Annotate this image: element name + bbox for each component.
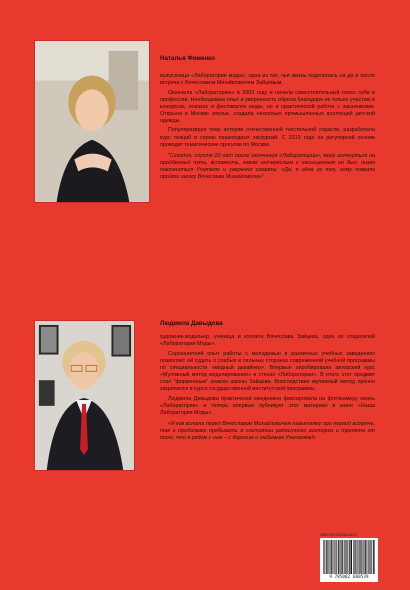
bio-paragraph: Сорокалетний опыт работы с молодежью в различных учебных заведениях позволяет ей судить о слабых и сильных сторонах современной учебной программы по специальности «модный дизайнер». Впервые апробировала авторский курс «Муляжный метод моделирования» в стенах «Лаборатории». В итоге этот предмет стал "фирменным" знаком школы Зайцева. Впоследствии муляжный метод прочно закрепился в курсе государственной институтской программы. xyxy=(160,350,375,393)
person-name-natalya: Наталья Фоменко xyxy=(160,55,215,62)
barcode-digits: 9 785002 600539 xyxy=(329,574,369,579)
isbn-label: ISBN 978-5-00260-053-9 xyxy=(320,533,357,537)
bio-paragraph: выпускница «Лаборатории моды», одна из тех, чья жизнь поделилась на до и после встречи с Вячеславом Михайловичем Зайцевым. xyxy=(160,73,375,87)
bio-quote: «Я как встала перед Вячеславом Михайловичем навытяжку при первой встрече, так и продолжаю пребывать в состоянии радостного восторга и трепета от того, что я рядом с ним – с дорогим и любимым Учителем!» xyxy=(160,420,375,441)
bio-natalya xyxy=(160,73,375,183)
bio-paragraph: Окончила «Лабораторию» в 2003 году и начала самостоятельный поиск себя в профессии. Необходимые опыт и уверенность обрела благодаря не только участию в конкурсах, показах и фестивалях моды, но и практической работе с заказчиками. Открыла в Москве ателье, создала несколько промышленных коллекций детской одежды. xyxy=(160,89,375,124)
barcode-bars xyxy=(323,540,375,574)
bio-quote: "Сегодня, спустя 20 лет после окончания «Лаборатории», могу оглянуться на пройденный путь, вспомнить, каким интересным и насыщенным он был, низко поклониться Учителю и уверенно сказать: «Да, я одна из тех, кому повезло пройти школу Вячеслава Михайловича»". xyxy=(160,152,375,180)
bio-paragraph: Популяризируя тему истории отечественной текстильной отрасли, разработала курс лекций и серию пешеходных экскурсий. С 2015 года на регулярной основе проводит тематические прогулки по Москве. xyxy=(160,127,375,148)
portrait-photo-natalya xyxy=(34,40,150,203)
bio-paragraph: Людмила Давыдова практически ежедневно фиксировала на фотокамеру жизнь «Лаборатории» и теперь впервые публикует этот материал в книге «Наша Лаборатория Моды». xyxy=(160,395,375,416)
person-name-lyudmila: Людмила Давыдова xyxy=(160,320,223,327)
bio-lyudmila xyxy=(160,334,375,444)
portrait-photo-lyudmila xyxy=(34,320,135,471)
bio-paragraph: художник-модельер, ученица и коллега Вячеслава Зайцева, один из создателей «Лаборатории Моды». xyxy=(160,334,375,348)
barcode xyxy=(320,538,378,582)
